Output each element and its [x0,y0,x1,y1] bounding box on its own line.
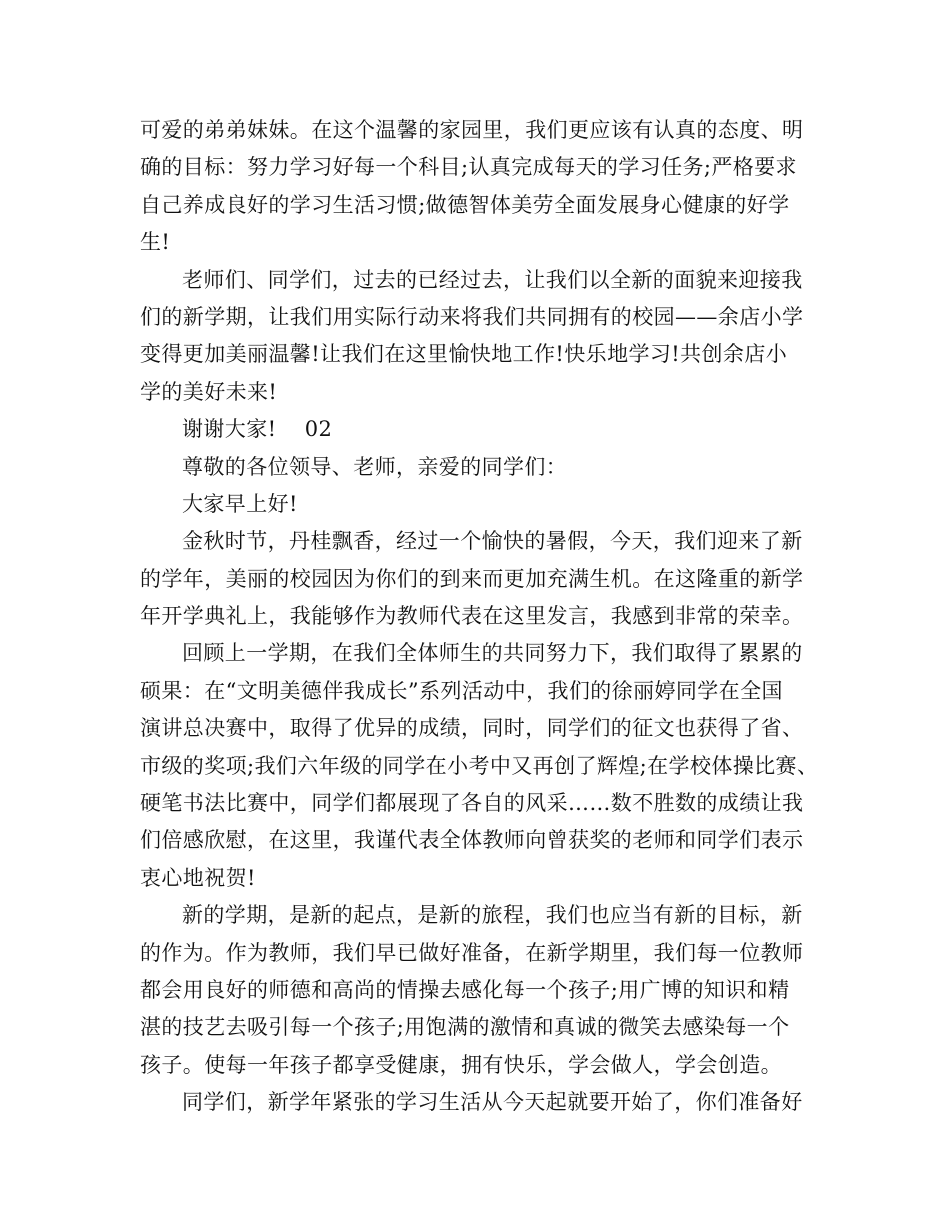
text-line: 孩子。使每一年孩子都享受健康，拥有快乐，学会做人，学会创造。 [140,1052,782,1077]
text-line: 尊敬的各位领导、老师，亲爱的同学们： [182,454,568,479]
text-line: 同学们，新学年紧张的学习生活从今天起就要开始了，你们准备好 [182,1090,803,1115]
text-line: 新的学期，是新的起点，是新的旅程，我们也应当有新的目标，新 [182,903,803,928]
text-line: 谢谢大家! 02 [182,417,333,442]
text-line: 自己养成良好的学习生活习惯;做德智体美劳全面发展身心健康的好学 [140,192,790,217]
text-line: 们的新学期，让我们用实际行动来将我们共同拥有的校园——余店小学 [140,304,804,329]
text-line: 老师们、同学们，过去的已经过去，让我们以全新的面貌来迎接我 [182,267,803,292]
text-line: 市级的奖项;我们六年级的同学在小考中又再创了辉煌;在学校体操比赛、 [140,753,819,778]
text-line: 硬笔书法比赛中，同学们都展现了各自的风采……数不胜数的成绩让我 [140,791,804,816]
text-line: 的学年，美丽的校园因为你们的到来而更加充满生机。在这隆重的新学 [140,566,804,591]
text-line: 确的目标：努力学习好每一个科目;认真完成每天的学习任务;严格要求 [140,155,797,180]
text-line: 衷心地祝贺! [140,865,256,890]
text-line: 可爱的弟弟妹妹。在这个温馨的家园里，我们更应该有认真的态度、明 [140,118,804,142]
text-line: 大家早上好! [182,491,298,516]
text-line: 都会用良好的师德和高尚的情操去感化每一个孩子;用广博的知识和精 [140,977,790,1002]
text-line: 们倍感欣慰，在这里，我谨代表全体教师向曾获奖的老师和同学们表示 [140,828,804,853]
text-line: 金秋时节，丹桂飘香，经过一个愉快的暑假，今天，我们迎来了新 [182,529,803,554]
text-line: 学的美好未来! [140,379,278,404]
text-line: 回顾上一学期，在我们全体师生的共同努力下，我们取得了累累的 [182,641,803,666]
text-line: 生! [140,230,171,255]
text-line: 硕果：在“文明美德伴我成长”系列活动中，我们的徐丽婷同学在全国 [140,678,783,703]
document-body [140,112,819,1122]
text-line: 年开学典礼上，我能够作为教师代表在这里发言，我感到非常的荣幸。 [140,604,804,629]
text-line: 演讲总决赛中，取得了优异的成绩，同时，同学们的征文也获得了省、 [140,716,804,741]
text-line: 变得更加美丽温馨!让我们在这里愉快地工作!快乐地学习!共创余店小 [140,342,788,367]
text-line: 湛的技艺去吸引每一个孩子;用饱满的激情和真诚的微笑去感染每一个 [140,1015,790,1040]
text-line: 的作为。作为教师，我们早已做好准备，在新学期里，我们每一位教师 [140,940,804,965]
